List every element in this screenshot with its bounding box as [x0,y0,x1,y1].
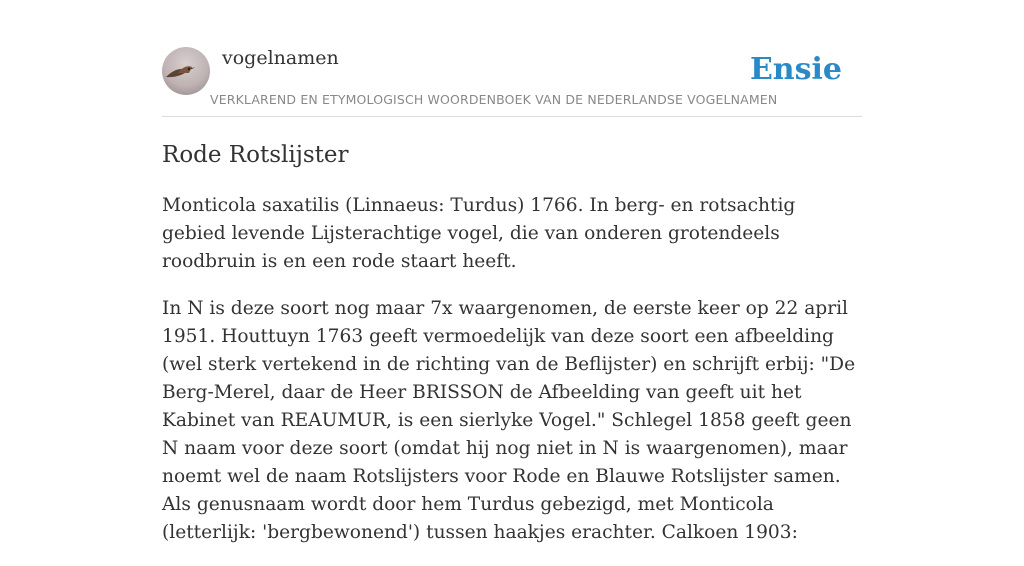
site-header [162,0,862,117]
site-name[interactable]: vogelnamen [222,47,339,69]
article-body [162,192,862,566]
brand-logo[interactable]: Ensie [749,52,842,87]
paragraph: In N is deze soort nog maar 7x waargenomen, de eerste keer op 22 april 1951. Houttuyn 1763 geeft vermoedelijk van deze soort een afbeelding (wel sterk vertekend in de richting van de Beflijster) en schrijft erbij: "De Berg-Merel, daar de Heer BRISSON de Afbeelding van geeft uit het Kabinet van REAUMUR, is een sierlyke Vogel." Schlegel 1858 geeft geen N naam voor deze soort (omdat hij nog niet in N is waargenomen), maar noemt wel de naam Rotslijsters voor Rode en Blauwe Rotslijster samen. Als genusnaam wordt door hem Turdus gebezigd, met Monticola (letterlijk: 'bergbewonend') tussen haakjes erachter. Calkoen 1903: [162,298,856,543]
bird-icon [162,47,210,95]
avatar[interactable] [162,47,210,95]
paragraph: Monticola saxatilis (Linnaeus: Turdus) 1766. In berg- en rotsachtig gebied levende Lijsterachtige vogel, die van onderen grotendeels roodbruin is en een rode staart heeft. [162,195,796,272]
tagline: VERKLAREND EN ETYMOLOGISCH WOORDENBOEK VAN DE NEDERLANDSE VOGELNAMEN [210,92,778,107]
content-column [162,0,862,543]
page-title: Rode Rotslijster [162,142,349,168]
